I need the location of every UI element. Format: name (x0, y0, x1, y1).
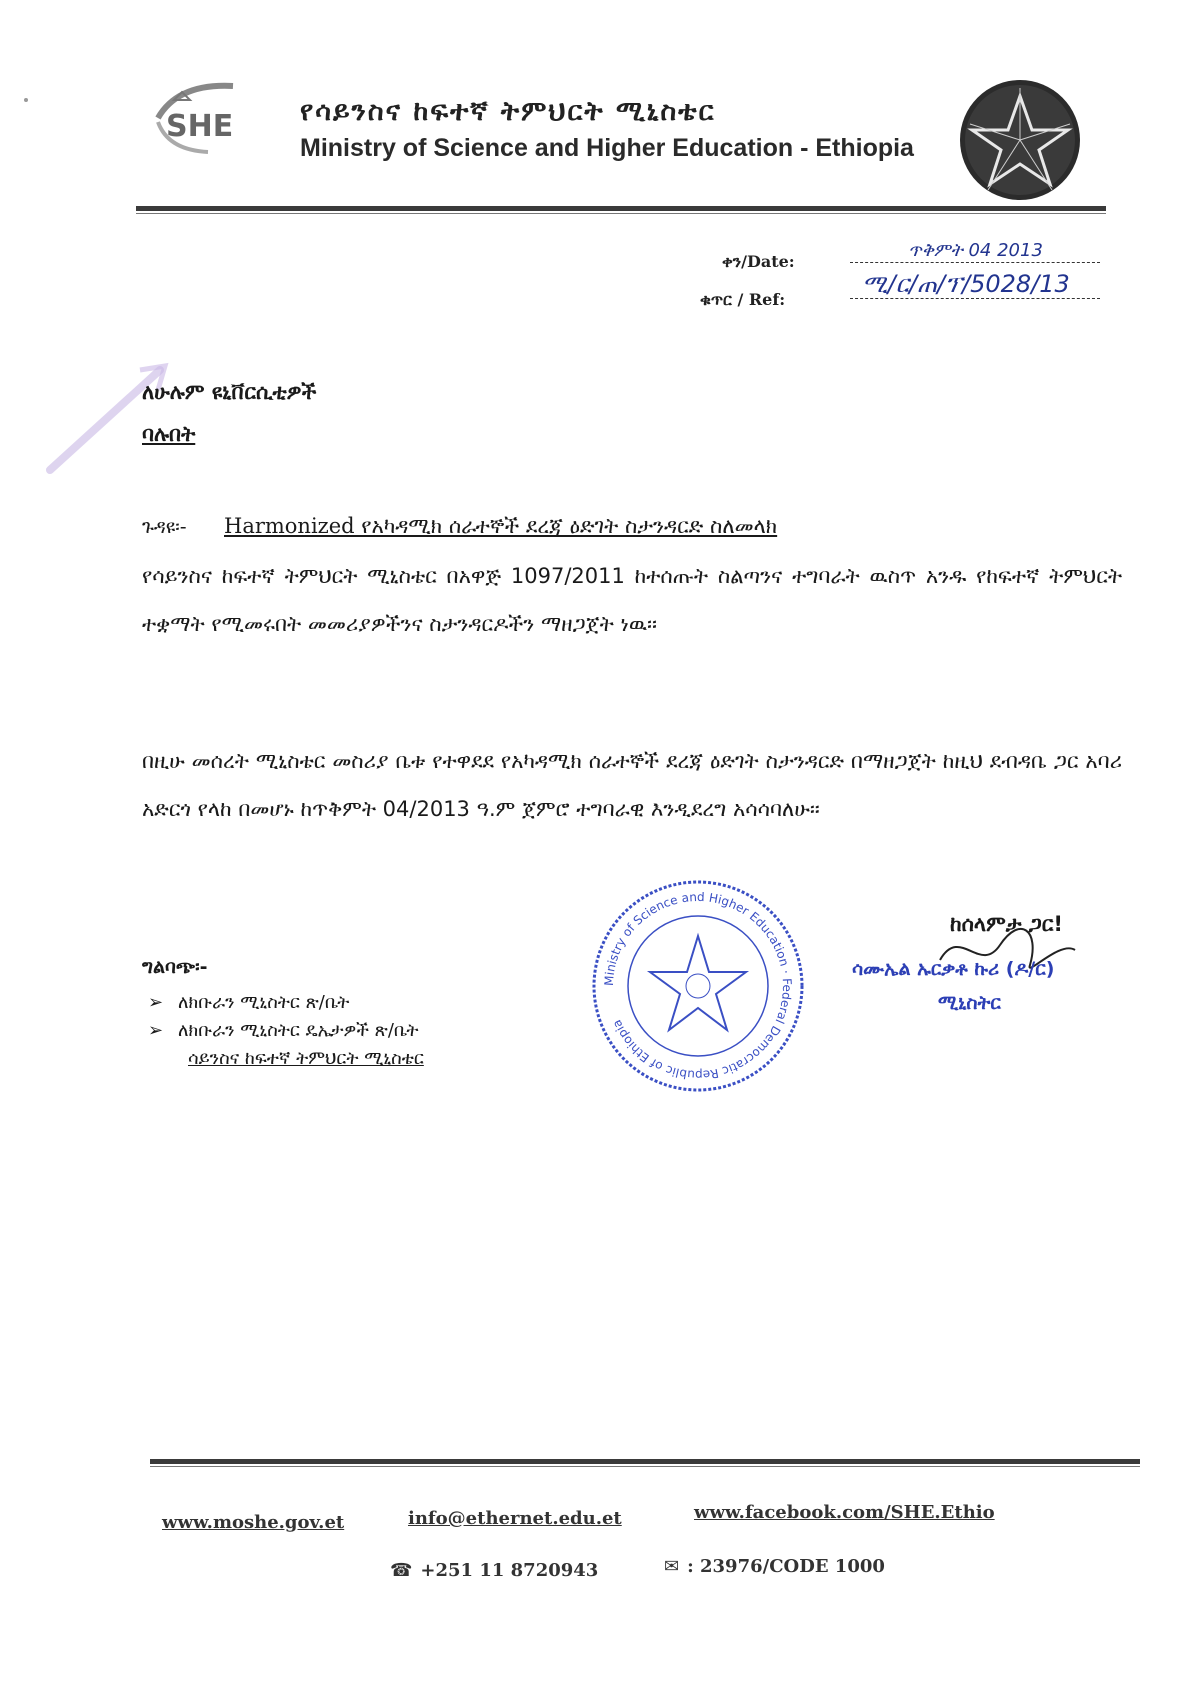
scan-speck (24, 98, 28, 102)
cc-item (148, 1020, 418, 1041)
cc-label: ግልባጭ፡- (142, 956, 208, 978)
date-value: ጥቅምት 04 2013 (908, 240, 1043, 261)
signatory-title: ሚኒስትር (938, 992, 1001, 1014)
envelope-icon: ✉ (664, 1556, 680, 1577)
svg-text:SHE: SHE (166, 109, 234, 144)
org-name-amharic: የሳይንስና ከፍተኛ ትምህርት ሚኒስቴር (300, 96, 716, 127)
footer-website-link[interactable]: www.moshe.gov.et (162, 1512, 345, 1533)
addressee-line-2: ባሉበት (142, 422, 196, 446)
cc-item-text: ለክቡራን ሚኒስትር ጽ/ቤት (178, 992, 350, 1013)
org-name-english: Ministry of Science and Higher Education - Ethiopia (300, 134, 914, 162)
header-rule (136, 206, 1106, 211)
cc-item-text: ለክቡራን ሚኒስትር ዴኤታዎች ጽ/ቤት (178, 1020, 419, 1041)
footer-po-box-number: : 23976/CODE 1000 (687, 1556, 885, 1577)
footer-facebook-link[interactable]: www.facebook.com/SHE.Ethio (694, 1502, 995, 1523)
body-paragraph-2: በዚሁ መሰረት ሚኒስቴር መስሪያ ቤቱ የተዋደደ የአካዳሚክ ሰራተኞች ደረጃ ዕድገት ስታንዳርድ በማዘጋጀት ከዚህ ደብዳቤ ጋር አባሪ አድርጎ የላከ በመሆኑ ከጥቅምት 04/2013 ዓ.ም ጀምሮ ተግባራዊ እንዲደረግ አሳሳባለሁ፡፡ (142, 749, 1122, 821)
signatory-name: ሳሙኤል ኡርቃቶ ኩሪ (ዶ/ር) (852, 958, 1055, 980)
cc-item (148, 992, 349, 1013)
arrow-bullet-icon: ➢ (148, 1020, 164, 1041)
footer-phone (390, 1560, 598, 1581)
subject-label: ጉዳዩ፡- (142, 516, 187, 538)
ref-value: ሚ/ር/ጠ/ፕ/5028/13 (862, 270, 1070, 298)
telephone-icon: ☎ (390, 1560, 413, 1581)
cc-ministry: ሳይንስና ከፍተኛ ትምህርት ሚኒስቴር (188, 1048, 424, 1069)
header-rule-thin (136, 213, 1106, 214)
footer-email-link[interactable]: info@ethernet.edu.et (408, 1508, 622, 1529)
footer-po-box (664, 1556, 885, 1577)
she-logo (148, 78, 266, 156)
pencil-arrow-mark (40, 330, 180, 480)
svg-text:Ministry of Science and Higher (602, 890, 794, 1082)
footer-rule (150, 1459, 1140, 1464)
ref-line (850, 298, 1100, 300)
arrow-bullet-icon: ➢ (148, 992, 164, 1013)
national-emblem-icon (958, 78, 1082, 202)
ref-label: ቁጥር / Ref: (700, 290, 786, 309)
footer-rule-thin (150, 1466, 1140, 1467)
seal-ring-text: Ministry of Science and Higher Education · Federal Democratic Republic of Ethiopia (601, 889, 795, 1083)
footer-phone-number: +251 11 8720943 (420, 1560, 599, 1581)
subject-text: Harmonized የአካዳሚክ ሰራተኞች ደረጃ ዕድገት ስታንዳርድ ስለመላክ (224, 514, 778, 538)
closing-greeting: ከሰላምታ ጋር! (950, 912, 1063, 936)
date-label: ቀን/Date: (722, 252, 795, 271)
date-line (850, 262, 1100, 264)
addressee-line-1: ለሁሉም ዩኒቨርሲቲዎች (142, 380, 317, 404)
official-seal-stamp (588, 876, 808, 1096)
body-paragraph-1: የሳይንስና ከፍተኛ ትምህርት ሚኒስቴር በአዋጅ 1097/2011 ከተሰጡት ስልጣንና ተግባራት ዉስጥ አንዱ የከፍተኛ ትምህርት ተቋማት የሚመሩበት መመሪያዎችንና ስታንዳርዶችን ማዘጋጀት ነዉ፡፡ (142, 564, 1122, 636)
